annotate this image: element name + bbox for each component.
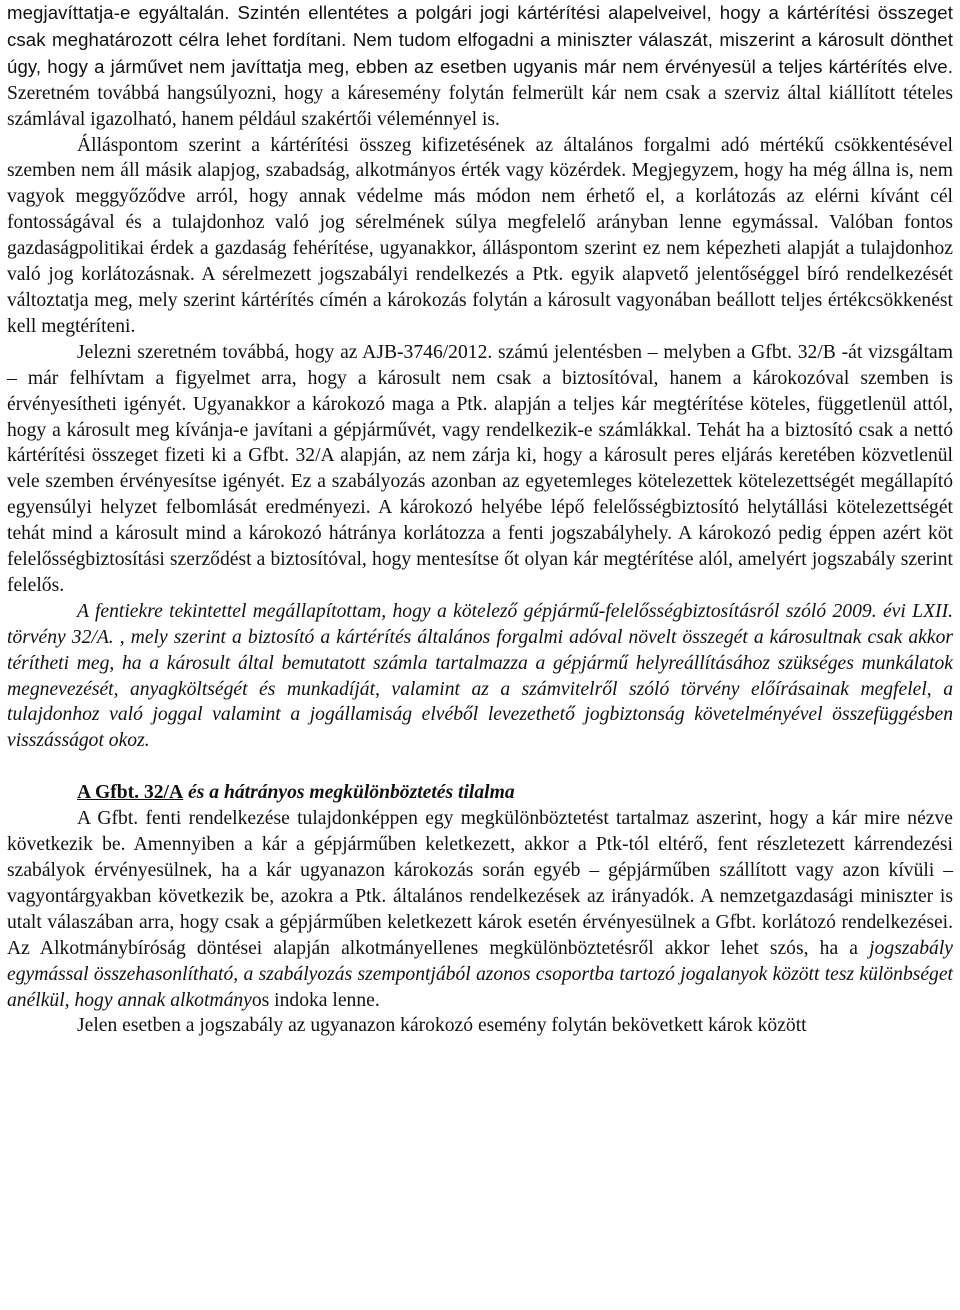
paragraph-5-italic-quote: jogszabály egymással összehasonlítható, a szabályozás szempontjából azonos csoportba tartozó jogalanyok között tesz különbséget anélkül, hogy annak alkotmány — [7, 937, 953, 1011]
section-heading — [7, 780, 953, 806]
paragraph-1 — [7, 0, 953, 133]
paragraph-1-sans-text: megjavíttatja-e egyáltalán. Szintén ellentétes a polgári jogi kártérítési alapelveivel, hogy a kártérítési összeget csak meghatározott célra lehet fordítani. Nem tudom elfogadni a miniszter válaszát, miszerint a károsult dönthet úgy, hogy a járművet nem javíttatja meg, ebben az esetben ugyanis már nem érvényesül a teljes kártérítés elve. — [7, 2, 953, 77]
paragraph-1-serif-text: Szeretném továbbá hangsúlyozni, hogy a káresemény folytán felmerült kár nem csak a szerviz által kiállított tételes számlával igazolható, hanem például szakértői véleménnyel is. — [7, 82, 953, 130]
paragraph-5-text-start: A Gfbt. fenti rendelkezése tulajdonképpen egy megkülönböztetést tartalmaz aszerint, hogy a kár mire nézve következik be. Amennyiben a kár a gépjárműben keletkezett, akkor a Ptk-tól eltérő, fent részletezett kárrendezési szabályok érvényesülnek, ha a kár ugyanazon károkozás során egyéb – gépjárműben szállított vagy azon kívüli – vagyontárgyakban következik be, azokra a Ptk. általános rendelkezések az irányadók. A nemzetgazdasági miniszter is utalt válaszában arra, hogy csak a gépjárműben keletkezett károk esetén érvényesülnek a Gfbt. korlátozó rendelkezései. Az Alkotmánybíróság döntései alapján alkotmányellenes megkülönböztetésről akkor lehet szós, ha a — [7, 808, 953, 959]
section-heading-reference: A Gfbt. 32/A — [77, 782, 184, 804]
paragraph-5-text-end: os indoka lenne. — [251, 989, 380, 1011]
paragraph-3: Jelezni szeretném továbbá, hogy az AJB-3746/2012. számú jelentésben – melyben a Gfbt. 32/B -át vizsgáltam – már felhívtam a figyelmet arra, hogy a károsult nem csak a biztosítóval, hanem a károkozóval szemben is érvényesítheti igényét. Ugyanakkor a károkozó maga a Ptk. alapján a teljes kár megtérítése köteles, függetlenül attól, hogy a károsult meg kívánja-e javítani a gépjárművét, vagy rendelkezik-e számlákkal. Tehát ha a biztosító csak a nettó kártérítési összeget fizeti ki a Gfbt. 32/A alapján, az nem zárja ki, hogy a károsult peres eljárás keretében közvetlenül vele szemben érvényesítse igényét. Ez a szabályozás azonban az egyetemleges kötelezettek kötelezettségét megállapító egyensúlyi helyzet felbomlását eredményezi. A károkozó helyébe lépő felelősségbiztosító helytállási kötelezettségét tehát mind a károsult mind a károkozó hátránya korlátozza a fenti jogszabályhely. A károkozó pedig éppen azért köt felelősségbiztosítási szerződést a biztosítóval, hogy mentesítse őt olyan kár megtérítése alól, amelyért jogszabály szerint felelős. — [7, 341, 953, 596]
paragraph-6: Jelen esetben a jogszabály az ugyanazon károkozó esemény folytán bekövetkett károk között — [77, 1015, 807, 1037]
paragraph-4-conclusion: A fentiekre tekintettel megállapítottam, hogy a kötelező gépjármű-felelősségbiztosításról szóló 2009. évi LXII. törvény 32/A. , mely szerint a biztosító a kártérítés általános forgalmi adóval növelt összegét a károsultnak csak akkor térítheti meg, ha a károsult által bemutatott számla tartalmazza a gépjármű helyreállításához szükséges munkálatok megnevezését, anyagköltségét és munkadíját, valamint az a számvitelről szóló törvény előírásainak megfelel, a tulajdonhoz való joggal valamint a jogállamiság elvéből levezethető jogbiztonság követelményével összefüggésben visszásságot okoz. — [7, 600, 953, 752]
document-page — [7, 0, 953, 1039]
paragraph-2: Álláspontom szerint a kártérítési összeg kifizetésének az általános forgalmi adó mértékű csökkentésével szemben nem áll másik alapjog, szabadság, alkotmányos érték vagy közérdek. Megjegyzem, hogy ha még állna is, nem vagyok meggyőződve arról, hogy annak védelme más módon nem érhető el, a korlátozás az elérni kívánt cél fontosságával és a tulajdonhoz való jog sérelmének súlya megfelelő arányban lenne egymással. Valóban fontos gazdaságpolitikai érdek a gazdaság fehérítése, ugyanakkor, álláspontom szerint ez nem képezheti alapját a tulajdonhoz való jog korlátozásnak. A sérelmezett jogszabályi rendelkezés a Ptk. egyik alapvető jelentőséggel bíró rendelkezését változtatja meg, mely szerint kártérítés címén a károkozás folytán a károsult vagyonában beállott teljes értékcsökkenést kell megtéríteni. — [7, 134, 953, 337]
section-heading-title: és a hátrányos megkülönböztetés tilalma — [183, 782, 515, 804]
paragraph-5 — [7, 806, 953, 1013]
section-gap — [7, 754, 953, 780]
